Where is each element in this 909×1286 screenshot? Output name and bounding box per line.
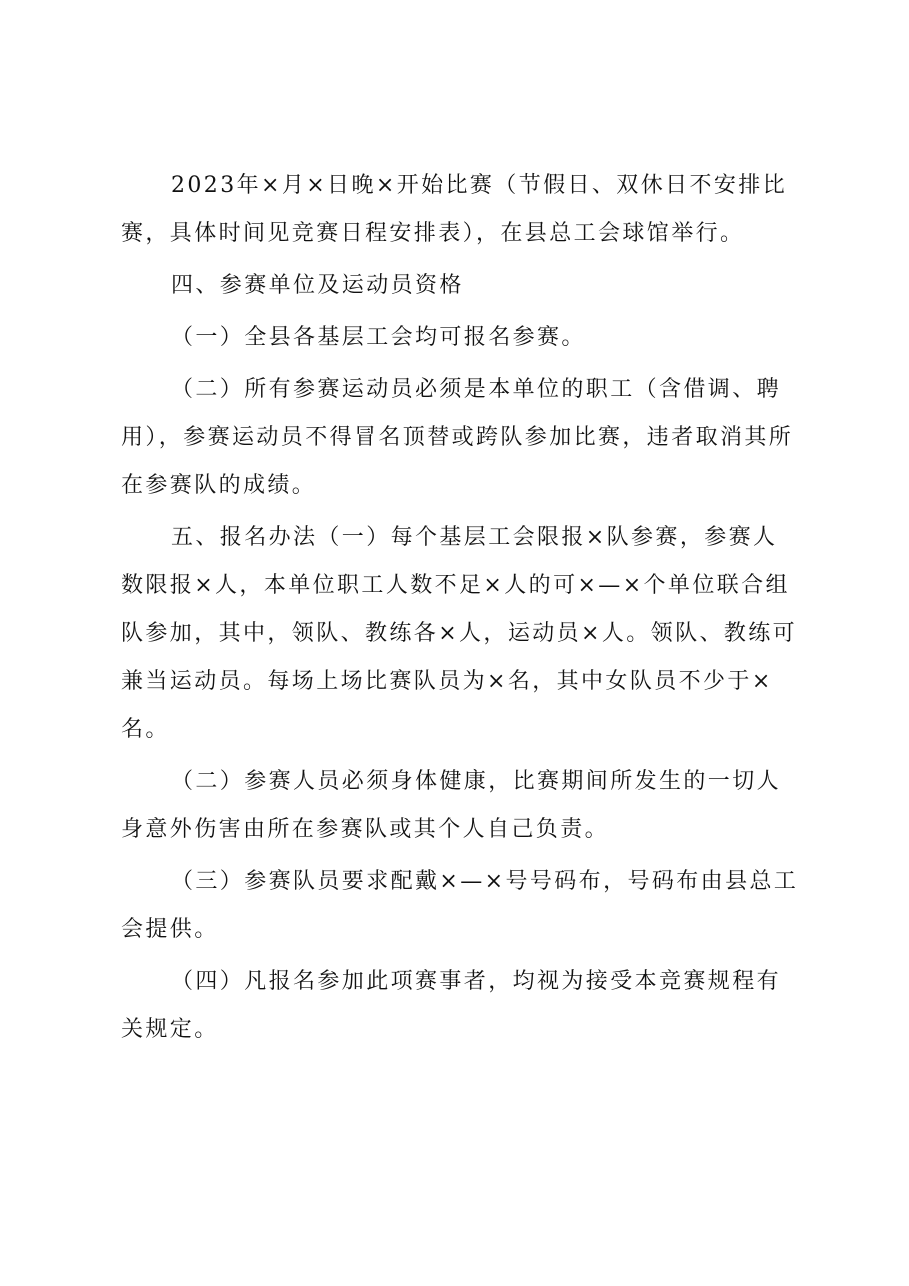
paragraph-eligibility-2: （二）所有参赛运动员必须是本单位的职工（含借调、聘用），参赛运动员不得冒名顶替或跨队参加比赛，违者取消其所在参赛队的成绩。 <box>121 377 794 498</box>
paragraph-registration-3: （三）参赛队员要求配戴×—×号号码布，号码布由县总工会提供。 <box>121 869 799 942</box>
paragraph-registration-4: （四）凡报名参加此项赛事者，均视为接受本竞赛规程有关规定。 <box>121 969 782 1042</box>
paragraph-schedule: 2023年×月×日晚×开始比赛（节假日、双休日不安排比赛，具体时间见竞赛日程安排表），在县总工会球馆举行。 <box>121 173 788 246</box>
paragraph-eligibility-1: （一）全县各基层工会均可报名参赛。 <box>171 325 586 350</box>
paragraph-registration-1: 五、报名办法（一）每个基层工会限报×队参赛，参赛人数限报×人，本单位职工人数不足×人的可×—×个单位联合组队参加，其中，领队、教练各×人，运动员×人。领队、教练可兼当运动员。每场上场比赛队员为×名，其中女队员不少于×名。 <box>121 525 798 742</box>
paragraph-registration-2: （二）参赛人员必须身体健康，比赛期间所发生的一切人身意外伤害由所在参赛队或其个人自己负责。 <box>121 769 782 842</box>
heading-eligibility: 四、参赛单位及运动员资格 <box>171 273 464 298</box>
document-body <box>121 162 801 1054</box>
